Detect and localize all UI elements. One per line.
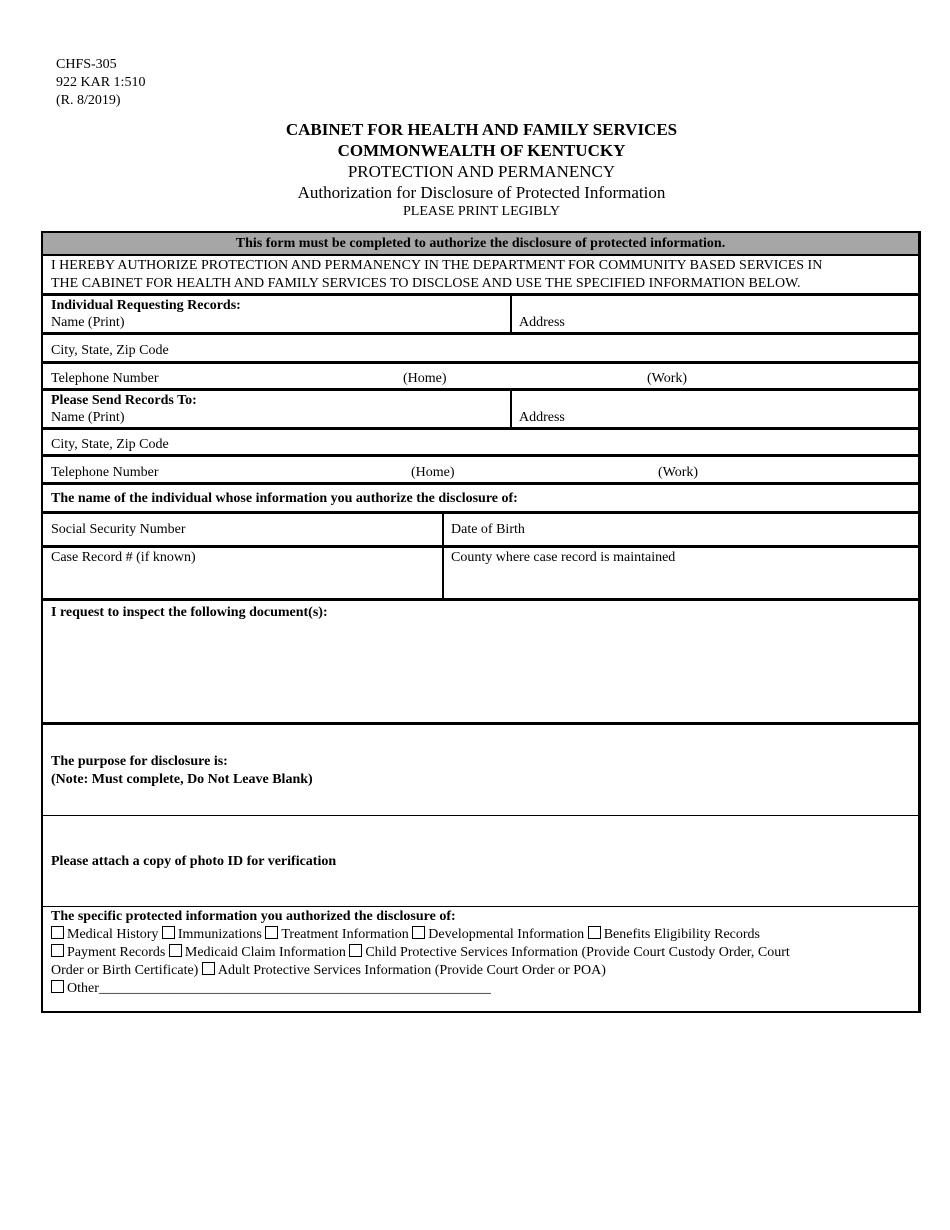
recipient-city-field[interactable]: City, State, Zip Code <box>51 437 169 452</box>
child-protective-services-checkbox[interactable] <box>349 944 362 957</box>
specific-info-heading: The specific protected information you authorized the disclosure of: <box>51 909 456 924</box>
form-number: CHFS-305 <box>56 57 117 72</box>
authorization-form <box>41 231 921 1013</box>
requester-home-phone[interactable]: (Home) <box>403 371 447 386</box>
form-title: Authorization for Disclosure of Protected Information <box>297 183 666 202</box>
medical-history-checkbox[interactable] <box>51 926 64 939</box>
ssn-field[interactable]: Social Security Number <box>51 522 186 537</box>
authorization-line-1: I HEREBY AUTHORIZE PROTECTION AND PERMANENCY IN THE DEPARTMENT FOR COMMUNITY BASED SERVICES IN <box>51 258 823 273</box>
developmental-information-label: Developmental Information <box>428 927 585 942</box>
developmental-information-checkbox[interactable] <box>412 926 425 939</box>
adult-protective-services-checkbox[interactable] <box>202 962 215 975</box>
treatment-information-checkbox[interactable] <box>265 926 278 939</box>
form-regulation: 922 KAR 1:510 <box>56 75 146 90</box>
specific-info-row-2 <box>51 944 790 962</box>
recipient-phone-field[interactable]: Telephone Number <box>51 465 159 480</box>
case-record-field[interactable]: Case Record # (if known) <box>51 550 196 565</box>
specific-info-row-4 <box>51 980 491 998</box>
requester-work-phone[interactable]: (Work) <box>647 371 688 386</box>
form-banner: This form must be completed to authorize the disclosure of protected information. <box>43 233 918 254</box>
child-protective-services-label: Child Protective Services Information (Provide Court Custody Order, Court <box>365 945 790 960</box>
medicaid-claim-checkbox[interactable] <box>169 944 182 957</box>
specific-info-row-3 <box>51 962 606 980</box>
form-revision: (R. 8/2019) <box>56 93 121 108</box>
recipient-address-field[interactable]: Address <box>519 410 565 425</box>
payment-records-checkbox[interactable] <box>51 944 64 957</box>
authorization-line-2: THE CABINET FOR HEALTH AND FAMILY SERVICES TO DISCLOSE AND USE THE SPECIFIED INFORMATION BELOW. <box>51 276 801 291</box>
authorization-statement <box>51 257 910 293</box>
county-field[interactable]: County where case record is maintained <box>451 550 676 565</box>
immunizations-checkbox[interactable] <box>162 926 175 939</box>
medicaid-claim-label: Medicaid Claim Information <box>184 945 346 960</box>
form-header <box>0 119 950 220</box>
recipient-name-field[interactable]: Name (Print) <box>51 410 125 425</box>
purpose-label[interactable]: The purpose for disclosure is: <box>51 754 228 769</box>
documents-request-field[interactable]: I request to inspect the following document(s): <box>51 605 328 620</box>
photo-id-instruction: Please attach a copy of photo ID for verification <box>51 854 337 869</box>
requester-city-field[interactable]: City, State, Zip Code <box>51 343 169 358</box>
immunizations-label: Immunizations <box>177 927 262 942</box>
purpose-note: (Note: Must complete, Do Not Leave Blank) <box>51 772 313 787</box>
medical-history-label: Medical History <box>67 927 159 942</box>
print-instruction: PLEASE PRINT LEGIBLY <box>402 204 560 219</box>
cabinet-title: CABINET FOR HEALTH AND FAMILY SERVICES <box>285 120 678 139</box>
requester-phone-field[interactable]: Telephone Number <box>51 371 159 386</box>
other-checkbox[interactable] <box>51 980 64 993</box>
requester-name-field[interactable]: Name (Print) <box>51 315 125 330</box>
program-title: PROTECTION AND PERMANENCY <box>347 162 616 181</box>
commonwealth-title: COMMONWEALTH OF KENTUCKY <box>337 141 626 160</box>
payment-records-label: Payment Records <box>67 945 166 960</box>
benefits-eligibility-label: Benefits Eligibility Records <box>603 927 760 942</box>
adult-protective-services-label: Adult Protective Services Information (Provide Court Order or POA) <box>217 963 606 978</box>
form-identifier <box>56 56 145 110</box>
treatment-information-label: Treatment Information <box>281 927 409 942</box>
specific-info-row-1 <box>51 926 760 944</box>
recipient-home-phone[interactable]: (Home) <box>411 465 455 480</box>
benefits-eligibility-checkbox[interactable] <box>588 926 601 939</box>
requester-heading: Individual Requesting Records: <box>51 298 241 313</box>
recipient-work-phone[interactable]: (Work) <box>658 465 699 480</box>
subject-heading: The name of the individual whose information you authorize the disclosure of: <box>51 491 518 506</box>
dob-field[interactable]: Date of Birth <box>451 522 525 537</box>
other-field[interactable]: Other________________________________________________________ <box>67 981 491 996</box>
requester-address-field[interactable]: Address <box>519 315 565 330</box>
child-protective-services-label-cont: Order or Birth Certificate) <box>51 963 199 978</box>
recipient-heading: Please Send Records To: <box>51 393 197 408</box>
